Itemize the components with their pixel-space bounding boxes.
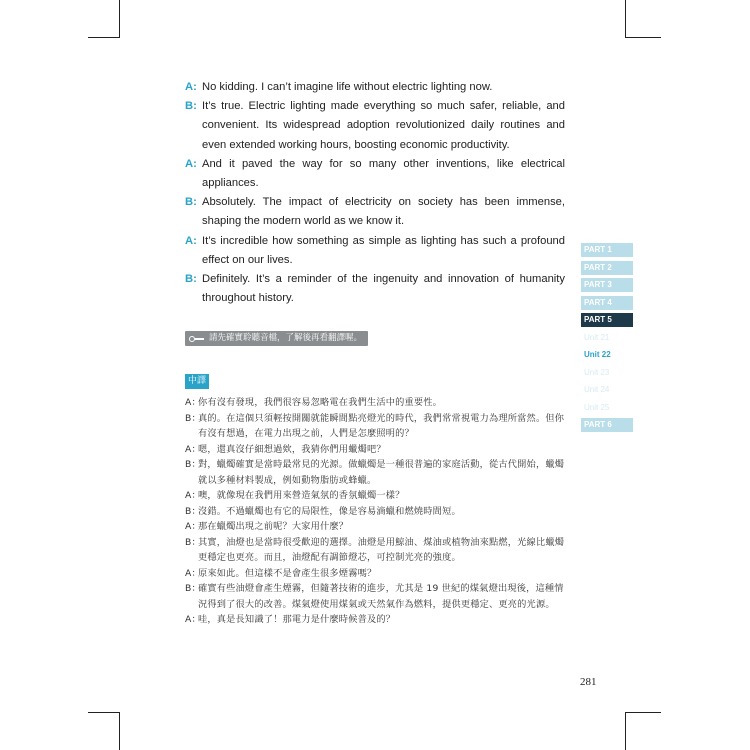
listen-first-banner [185,331,368,346]
speaker-label: B： [185,536,201,548]
nav-part-6[interactable]: PART 6 [581,418,633,432]
nav-part-4[interactable]: PART 4 [581,296,633,310]
translation-text: 沒錯。不過蠟燭也有它的局限性，像是容易滴蠟和燃燒時間短。 [198,505,461,517]
dialog-text: And it paved the way for so many other inventions, like electrical appliances. [202,157,565,190]
speaker-label: B: [185,273,197,286]
nav-part-3[interactable]: PART 3 [581,278,633,292]
translation-line [185,457,568,488]
nav-unit-22[interactable]: Unit 22 [584,350,611,359]
speaker-label: B： [185,505,201,517]
crop-mark [625,712,626,750]
speaker-label: B: [185,196,197,209]
dialog-text: It’s true. Electric lighting made everything so much safer, reliable, and convenient. Its widespread adoption revolutionized daily routines and even extended working hours, boosting economic productivity. [202,100,565,151]
translation-line [185,411,568,442]
speaker-label: A: [185,81,197,93]
nav-part-2[interactable]: PART 2 [581,261,633,275]
nav-unit-21[interactable]: Unit 21 [584,332,610,342]
dialog-text: Absolutely. The impact of electricity on society has been immense, shaping the modern world as we know it. [202,196,565,228]
translation-text: 原來如此。但這樣不是會產生很多煙霧嗎？ [198,567,377,579]
translation-line [185,395,568,411]
dialog-line [185,78,565,97]
translation-text: 其實，油燈也是當時很受歡迎的選擇。油燈是用鯨油、煤油或植物油來點燃，光線比蠟燭更穩定也更亮。而且，油燈配有調節燈芯，可控制光亮的強度。 [198,536,565,563]
translation-text: 確實有些油燈會產生煙霧，但隨著技術的進步，尤其是 19 世紀的煤氣燈出現後，這種情況得到了很大的改善。煤氣燈使用煤氣或天然氣作為燃料，提供更穩定、更亮的光源。 [198,583,564,610]
chinese-translation [185,395,568,628]
translation-text: 真的。在這個只須輕按開關就能瞬間點亮燈光的時代，我們常常視電力為理所當然。但你有沒有想過，在電力出現之前，人們是怎麼照明的？ [198,412,565,439]
dialog-text: It’s incredible how something as simple as lighting has such a profound effect on our lives. [202,234,565,266]
speaker-label: A： [185,443,201,455]
translation-line [185,566,568,582]
dialog-line [185,193,565,231]
translation-line [185,535,568,566]
translation-text: 你有沒有發現，我們很容易忽略電在我們生活中的重要性。 [198,397,443,408]
nav-unit-23[interactable]: Unit 23 [584,367,610,377]
banner-text: 請先確實聆聽音檔，了解後再看翻譯喔。 [209,333,363,343]
crop-mark [119,712,120,750]
speaker-label: B: [185,100,197,113]
nav-unit-25[interactable]: Unit 25 [584,402,610,412]
dialog-line [185,270,565,308]
speaker-label: A: [185,157,197,170]
translation-text: 嗯，還真沒仔細想過欸，我猜你們用蠟燭吧？ [198,443,386,455]
nav-part-1[interactable]: PART 1 [581,243,633,257]
chapter-nav [581,243,633,436]
speaker-label: B： [185,459,201,470]
translation-text: 哇，真是長知識了！那電力是什麼時候普及的？ [198,614,396,625]
dialog-text: Definitely. It’s a reminder of the ingenuity and innovation of humanity throughout history. [202,273,565,305]
nav-unit-24[interactable]: Unit 24 [584,385,610,394]
key-icon [189,335,205,343]
speaker-label: B： [185,412,201,424]
translation-line [185,581,568,612]
dialog-text: No kidding. I can’t imagine life without electric lighting now. [202,81,493,93]
crop-mark [625,37,661,38]
crop-mark [119,0,120,38]
translation-text: 噢，就像現在我們用來營造氣氛的香氛蠟燭一樣？ [198,490,405,501]
crop-mark [625,712,661,713]
crop-mark [88,37,120,38]
speaker-label: A: [185,234,197,247]
translation-line [185,442,568,458]
speaker-label: A： [185,397,201,408]
english-dialog [185,78,565,308]
crop-mark [88,712,120,713]
nav-part-5[interactable]: PART 5 [581,313,633,327]
speaker-label: B： [185,583,201,594]
translation-line [185,612,568,628]
crop-mark [625,0,626,38]
dialog-line [185,97,565,155]
speaker-label: A： [185,521,201,532]
translation-badge: 中譯 [185,374,209,389]
speaker-label: A： [185,614,201,625]
translation-text: 那在蠟燭出現之前呢？大家用什麼？ [198,521,349,532]
translation-text: 對，蠟燭確實是當時最常見的光源。做蠟燭是一種很普遍的家庭活動，從古代開始，蠟燭就以多種材料製成，例如動物脂肪或蜂蠟。 [198,459,565,486]
speaker-label: A： [185,490,201,501]
dialog-line [185,155,565,193]
page-number: 281 [580,676,597,688]
speaker-label: A： [185,567,201,579]
dialog-line [185,232,565,270]
translation-line [185,519,568,535]
translation-line [185,504,568,520]
translation-line [185,488,568,504]
